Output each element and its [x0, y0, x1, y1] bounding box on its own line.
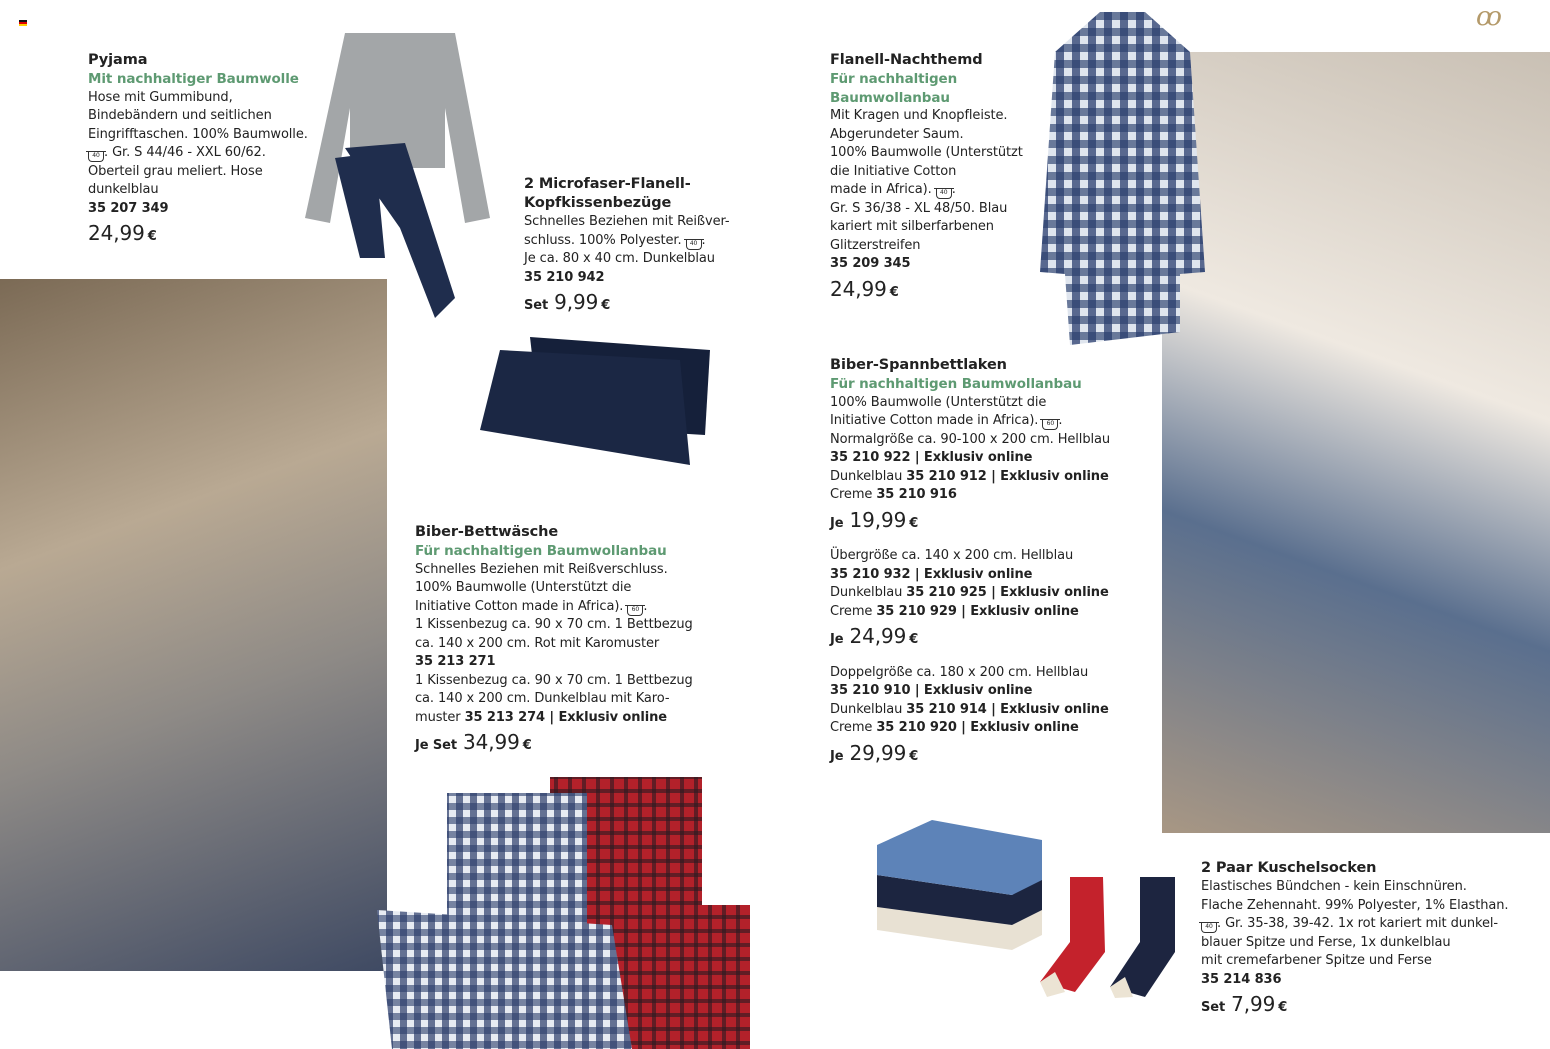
- price-prefix: Je Set: [415, 738, 457, 753]
- description-text: Creme: [830, 603, 877, 619]
- description-text: 1 Kissenbezug ca. 90 x 70 cm. 1 Bettbezug: [415, 672, 693, 688]
- pyjama-product-image: [305, 28, 495, 320]
- description-line: [1201, 878, 1511, 897]
- price-currency: €: [909, 748, 919, 764]
- description-line: [88, 144, 308, 163]
- description-text: . Gr. S 44/46 - XXL 60/62.: [104, 145, 266, 160]
- description-text: Je ca. 80 x 40 cm. Dunkelblau: [524, 251, 715, 266]
- description-line: [88, 200, 308, 219]
- description-text: made in Africa).: [830, 182, 936, 197]
- article-number: 35 210 910 | Exklusiv online: [830, 683, 1033, 698]
- price-amount: 9,99: [554, 290, 599, 314]
- price-tag: [830, 624, 1130, 650]
- description-text: Mit Kragen und Knopfleiste.: [830, 108, 1008, 123]
- description-text: . Gr. 35-38, 39-42. 1x rot kariert mit dunkel-: [1217, 916, 1498, 931]
- article-number: 35 210 916: [876, 487, 957, 502]
- description-text: Dunkelblau: [830, 468, 907, 484]
- description-text: Schnelles Beziehen mit Reißverschluss.: [415, 561, 668, 577]
- product-pillowcase: [524, 175, 734, 316]
- description-line: [830, 144, 1030, 163]
- description-text: Bindebändern und seitlichen: [88, 108, 272, 123]
- description-line: [415, 616, 695, 635]
- product-fitted-sheet: [830, 356, 1130, 766]
- article-number: 35 210 922 | Exklusiv online: [830, 450, 1033, 465]
- description-line: [415, 690, 695, 709]
- description-text: Flache Zehennaht. 99% Polyester, 1% Elasthan.: [1201, 897, 1509, 913]
- product-subtitle: Für nachhaltigen Baumwollanbau: [830, 71, 958, 106]
- fitted-sheets-product-image: [872, 815, 1044, 950]
- product-title: Biber-Bettwäsche: [415, 524, 559, 540]
- price-amount: 24,99: [849, 624, 907, 648]
- description-text: die Initiative Cotton: [830, 163, 957, 179]
- description-line: [830, 163, 1030, 182]
- description-text: 1 Kissenbezug ca. 90 x 70 cm. 1 Bettbezug: [415, 617, 693, 632]
- wash-symbol-icon: 40: [936, 188, 952, 199]
- description-line: [415, 672, 695, 691]
- article-number: 35 213 271: [415, 654, 496, 669]
- product-title: Pyjama: [88, 52, 148, 68]
- product-title: 2 Paar Kuschelsocken: [1201, 860, 1377, 876]
- description-text: Übergröße ca. 140 x 200 cm. Hellblau: [830, 548, 1074, 563]
- article-number: 35 210 912 | Exklusiv online: [906, 468, 1109, 484]
- description-text: Dunkelblau: [830, 585, 907, 600]
- article-number: 35 210 920 | Exklusiv online: [876, 720, 1079, 735]
- description-line: [830, 664, 1130, 683]
- wash-symbol-icon: 60: [627, 605, 643, 616]
- price-currency: €: [147, 229, 157, 244]
- wash-symbol-icon: 40: [686, 239, 702, 250]
- description-text: Eingrifftaschen. 100% Baumwolle.: [88, 126, 308, 142]
- article-number: 35 210 932 | Exklusiv online: [830, 566, 1033, 582]
- description-line: [830, 218, 1030, 237]
- description-text: 100% Baumwolle (Unterstützt die: [830, 394, 1047, 410]
- price-currency: €: [889, 284, 899, 300]
- description-line: [88, 126, 308, 145]
- description-line: [88, 181, 308, 200]
- product-title: Flanell-Nachthemd: [830, 52, 983, 68]
- description-line: [415, 653, 695, 672]
- product-subtitle: Für nachhaltigen Baumwollanbau: [830, 376, 1082, 392]
- description-text: Initiative Cotton made in Africa).: [415, 598, 628, 614]
- wash-symbol-icon: 60: [1042, 419, 1058, 430]
- description-text: Oberteil grau meliert. Hose: [88, 163, 263, 179]
- description-line: [88, 107, 308, 126]
- article-number: 35 209 345: [830, 256, 911, 271]
- description-line: [830, 181, 1030, 200]
- description-text: 100% Baumwolle (Unterstützt: [830, 145, 1023, 160]
- description-line: [830, 449, 1130, 468]
- description-line: [415, 598, 695, 617]
- description-text: muster: [415, 709, 465, 725]
- description-line: [830, 701, 1130, 720]
- article-number: 35 210 942: [524, 269, 605, 285]
- description-line: [415, 561, 695, 580]
- price-prefix: Je: [830, 748, 844, 764]
- description-line: [1201, 952, 1511, 971]
- description-line: [830, 394, 1130, 413]
- product-pyjama: [88, 51, 308, 247]
- description-line: [524, 250, 734, 269]
- socks-product-image: [1035, 872, 1180, 1000]
- description-line: [830, 431, 1130, 450]
- product-bedding: [415, 523, 695, 756]
- language-flag-icon[interactable]: [19, 20, 27, 26]
- product-title: Biber-Spannbettlaken: [830, 357, 1007, 373]
- description-line: [88, 163, 308, 182]
- description-text: dunkelblau: [88, 182, 159, 197]
- description-text: .: [701, 232, 706, 248]
- price-prefix: Set: [1201, 1000, 1226, 1015]
- price-amount: 19,99: [849, 507, 907, 532]
- description-line: [830, 126, 1030, 145]
- description-text: Doppelgröße ca. 180 x 200 cm. Hellblau: [830, 664, 1089, 680]
- pillowcases-product-image: [480, 335, 712, 470]
- description-text: Elastisches Bündchen - kein Einschnüren.: [1201, 879, 1467, 894]
- description-text: .: [1058, 413, 1063, 428]
- article-number: 35 213 274 | Exklusiv online: [464, 709, 667, 725]
- description-line: [1201, 915, 1511, 934]
- description-line: [415, 579, 695, 598]
- price-currency: €: [909, 632, 919, 647]
- product-title: 2 Microfaser-Flanell-Kopfkissenbezüge: [524, 176, 691, 211]
- article-number: 35 210 914 | Exklusiv online: [906, 701, 1109, 717]
- price-amount: 29,99: [849, 740, 907, 765]
- description-line: [830, 468, 1130, 487]
- description-text: Glitzerstreifen: [830, 237, 921, 253]
- description-line: [830, 486, 1130, 505]
- description-line: [1201, 934, 1511, 953]
- article-number: 35 214 836: [1201, 971, 1282, 987]
- photo-man-in-pyjama: [0, 279, 387, 971]
- description-text: ca. 140 x 200 cm. Rot mit Karomuster: [415, 635, 660, 651]
- article-number: 35 210 925 | Exklusiv online: [906, 585, 1109, 600]
- description-line: [415, 635, 695, 654]
- description-line: [1201, 971, 1511, 990]
- description-line: [524, 232, 734, 251]
- product-socks: [1201, 859, 1511, 1018]
- description-line: [830, 719, 1130, 738]
- description-line: [830, 547, 1130, 566]
- wash-symbol-icon: 40: [1201, 922, 1217, 933]
- description-text: Dunkelblau: [830, 701, 907, 717]
- description-line: [830, 200, 1030, 219]
- description-text: Abgerundeter Saum.: [830, 126, 964, 142]
- spacer: [830, 650, 1130, 664]
- description-line: [830, 566, 1130, 585]
- description-text: .: [951, 182, 956, 197]
- article-number: 35 210 929 | Exklusiv online: [876, 603, 1079, 619]
- description-text: Gr. S 36/38 - XL 48/50. Blau: [830, 200, 1008, 216]
- description-line: [524, 213, 734, 232]
- description-line: [830, 412, 1130, 431]
- description-line: [830, 584, 1130, 603]
- description-text: mit cremefarbener Spitze und Ferse: [1201, 953, 1432, 968]
- price-tag: [830, 276, 1030, 303]
- description-line: [830, 107, 1030, 126]
- product-subtitle: Für nachhaltigen Baumwollanbau: [415, 543, 667, 559]
- spacer: [830, 533, 1130, 547]
- photo-woman-in-nightshirt: [1162, 52, 1550, 833]
- article-number: 35 207 349: [88, 200, 169, 216]
- price-tag: [1201, 992, 1511, 1018]
- description-text: Creme: [830, 720, 877, 735]
- description-text: blauer Spitze und Ferse, 1x dunkelblau: [1201, 934, 1451, 950]
- product-nightshirt: [830, 51, 1030, 302]
- price-tag: [830, 507, 1130, 534]
- price-prefix: Set: [524, 298, 549, 313]
- description-line: [830, 603, 1130, 622]
- description-text: 100% Baumwolle (Unterstützt die: [415, 580, 632, 595]
- price-tag: [88, 221, 308, 247]
- description-text: .: [643, 598, 648, 614]
- description-line: [88, 89, 308, 108]
- description-line: [830, 255, 1030, 274]
- description-line: [830, 682, 1130, 701]
- product-subtitle: Mit nachhaltiger Baumwolle: [88, 71, 299, 87]
- description-line: [524, 269, 734, 288]
- price-amount: 24,99: [88, 221, 145, 245]
- description-line: [1201, 897, 1511, 916]
- bedding-product-image: [372, 775, 750, 1049]
- price-prefix: Je: [830, 632, 844, 647]
- price-currency: €: [1278, 1000, 1288, 1015]
- price-tag: [415, 730, 695, 756]
- price-tag: [524, 290, 734, 316]
- price-currency: €: [909, 515, 919, 531]
- wash-symbol-icon: 40: [88, 151, 104, 162]
- nightshirt-product-image: [1040, 12, 1205, 345]
- description-text: Hose mit Gummibund,: [88, 89, 233, 105]
- description-text: ca. 140 x 200 cm. Dunkelblau mit Karo-: [415, 691, 670, 706]
- price-currency: €: [601, 298, 611, 313]
- price-amount: 24,99: [830, 276, 887, 301]
- description-line: [830, 237, 1030, 256]
- price-prefix: Je: [830, 515, 844, 531]
- price-amount: 34,99: [462, 730, 520, 754]
- price-amount: 7,99: [1231, 992, 1276, 1016]
- description-text: Schnelles Beziehen mit Reißver-: [524, 214, 730, 229]
- description-text: Creme: [830, 487, 877, 502]
- price-currency: €: [522, 738, 532, 753]
- tchibo-logo: ꝏ: [1476, 2, 1502, 32]
- description-line: [415, 709, 695, 728]
- description-text: schluss. 100% Polyester.: [524, 232, 686, 248]
- description-text: Initiative Cotton made in Africa).: [830, 413, 1043, 428]
- description-text: kariert mit silberfarbenen: [830, 219, 994, 234]
- description-text: Normalgröße ca. 90-100 x 200 cm. Hellblau: [830, 431, 1110, 447]
- price-tag: [830, 740, 1130, 767]
